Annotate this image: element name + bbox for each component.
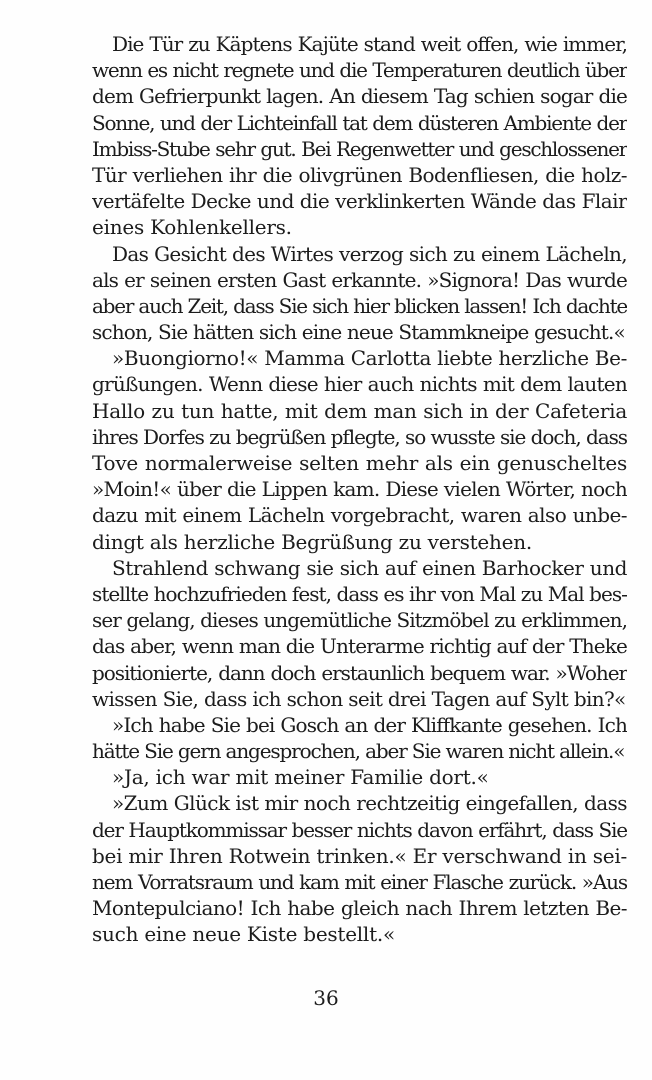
text-line: wenn es nicht regnete und die Temperaturen deutlich über bbox=[92, 58, 627, 83]
text-line: »Moin!« über die Lippen kam. Diese vielen Wörter, noch bbox=[92, 477, 627, 502]
text-line: Die Tür zu Käptens Kajüte stand weit offen, wie immer, bbox=[112, 32, 627, 56]
text-line: »Buongiorno!« Mamma Carlotta liebte herzliche Be- bbox=[112, 346, 627, 371]
text-line: Tove normalerweise selten mehr als ein genuscheltes bbox=[92, 451, 627, 475]
text-line: Hallo zu tun hatte, mit dem man sich in der Cafeteria bbox=[92, 398, 627, 423]
text-line: grüßungen. Wenn diese hier auch nichts mit dem lauten bbox=[92, 372, 627, 397]
text-line: Montepulciano! Ich habe gleich nach Ihrem letzten Be- bbox=[92, 896, 627, 921]
text-line: ser gelang, dieses ungemütliche Sitzmöbel zu erklimmen, bbox=[92, 608, 627, 633]
text-line: Sonne, und der Lichteinfall tat dem düsteren Ambiente der bbox=[92, 110, 627, 135]
text-line: schon, Sie hätten sich eine neue Stammkneipe gesucht.« bbox=[92, 320, 625, 345]
text-line: nem Vorratsraum und kam mit einer Flasche zurück. »Aus bbox=[92, 870, 627, 894]
text-line: als er seinen ersten Gast erkannte. »Signora! Das wurde bbox=[92, 267, 627, 292]
text-line: dem Gefrierpunkt lagen. An diesem Tag schien sogar die bbox=[92, 84, 627, 109]
text-line: Imbiss-Stube sehr gut. Bei Regenwetter und geschlossener bbox=[92, 136, 627, 161]
text-line: »Ich habe Sie bei Gosch an der Kliffkante gesehen. Ich bbox=[112, 712, 627, 737]
text-line: such eine neue Kiste bestellt.« bbox=[92, 922, 395, 947]
text-line: positionierte, dann doch erstaunlich bequem war. »Woher bbox=[92, 660, 627, 685]
text-line: aber auch Zeit, dass Sie sich hier blicken lassen! Ich dachte bbox=[92, 293, 627, 318]
page-number: 36 bbox=[313, 986, 339, 1010]
text-line: wissen Sie, dass ich schon seit drei Tagen auf Sylt bin?« bbox=[92, 686, 626, 711]
text-line: Tür verliehen ihr die olivgrünen Bodenfliesen, die holz- bbox=[92, 162, 627, 187]
text-line: der Hauptkommissar besser nichts davon erfährt, dass Sie bbox=[92, 817, 627, 842]
text-line: hätte Sie gern angesprochen, aber Sie waren nicht allein.« bbox=[92, 739, 625, 764]
text-line: vertäfelte Decke und die verklinkerten Wände das Flair bbox=[92, 189, 627, 214]
text-line: das aber, wenn man die Unterarme richtig auf der Theke bbox=[92, 634, 627, 659]
text-line: dazu mit einem Lächeln vorgebracht, waren also unbe- bbox=[92, 503, 627, 528]
text-line: dingt als herzliche Begrüßung zu verstehen. bbox=[92, 529, 532, 554]
text-line: Strahlend schwang sie sich auf einen Barhocker und bbox=[112, 555, 627, 580]
text-line: Das Gesicht des Wirtes verzog sich zu einem Lächeln, bbox=[112, 241, 627, 266]
text-line: »Zum Glück ist mir noch rechtzeitig eingefallen, dass bbox=[112, 791, 627, 816]
text-line: stellte hochzufrieden fest, dass es ihr von Mal zu Mal bes- bbox=[92, 581, 627, 606]
text-line: eines Kohlenkellers. bbox=[92, 215, 292, 240]
text-line: ihres Dorfes zu begrüßen pflegte, so wusste sie doch, dass bbox=[92, 424, 627, 449]
text-line: »Ja, ich war mit meiner Familie dort.« bbox=[112, 765, 489, 790]
body-text bbox=[92, 31, 627, 948]
text-line: bei mir Ihren Rotwein trinken.« Er verschwand in sei- bbox=[92, 843, 627, 868]
